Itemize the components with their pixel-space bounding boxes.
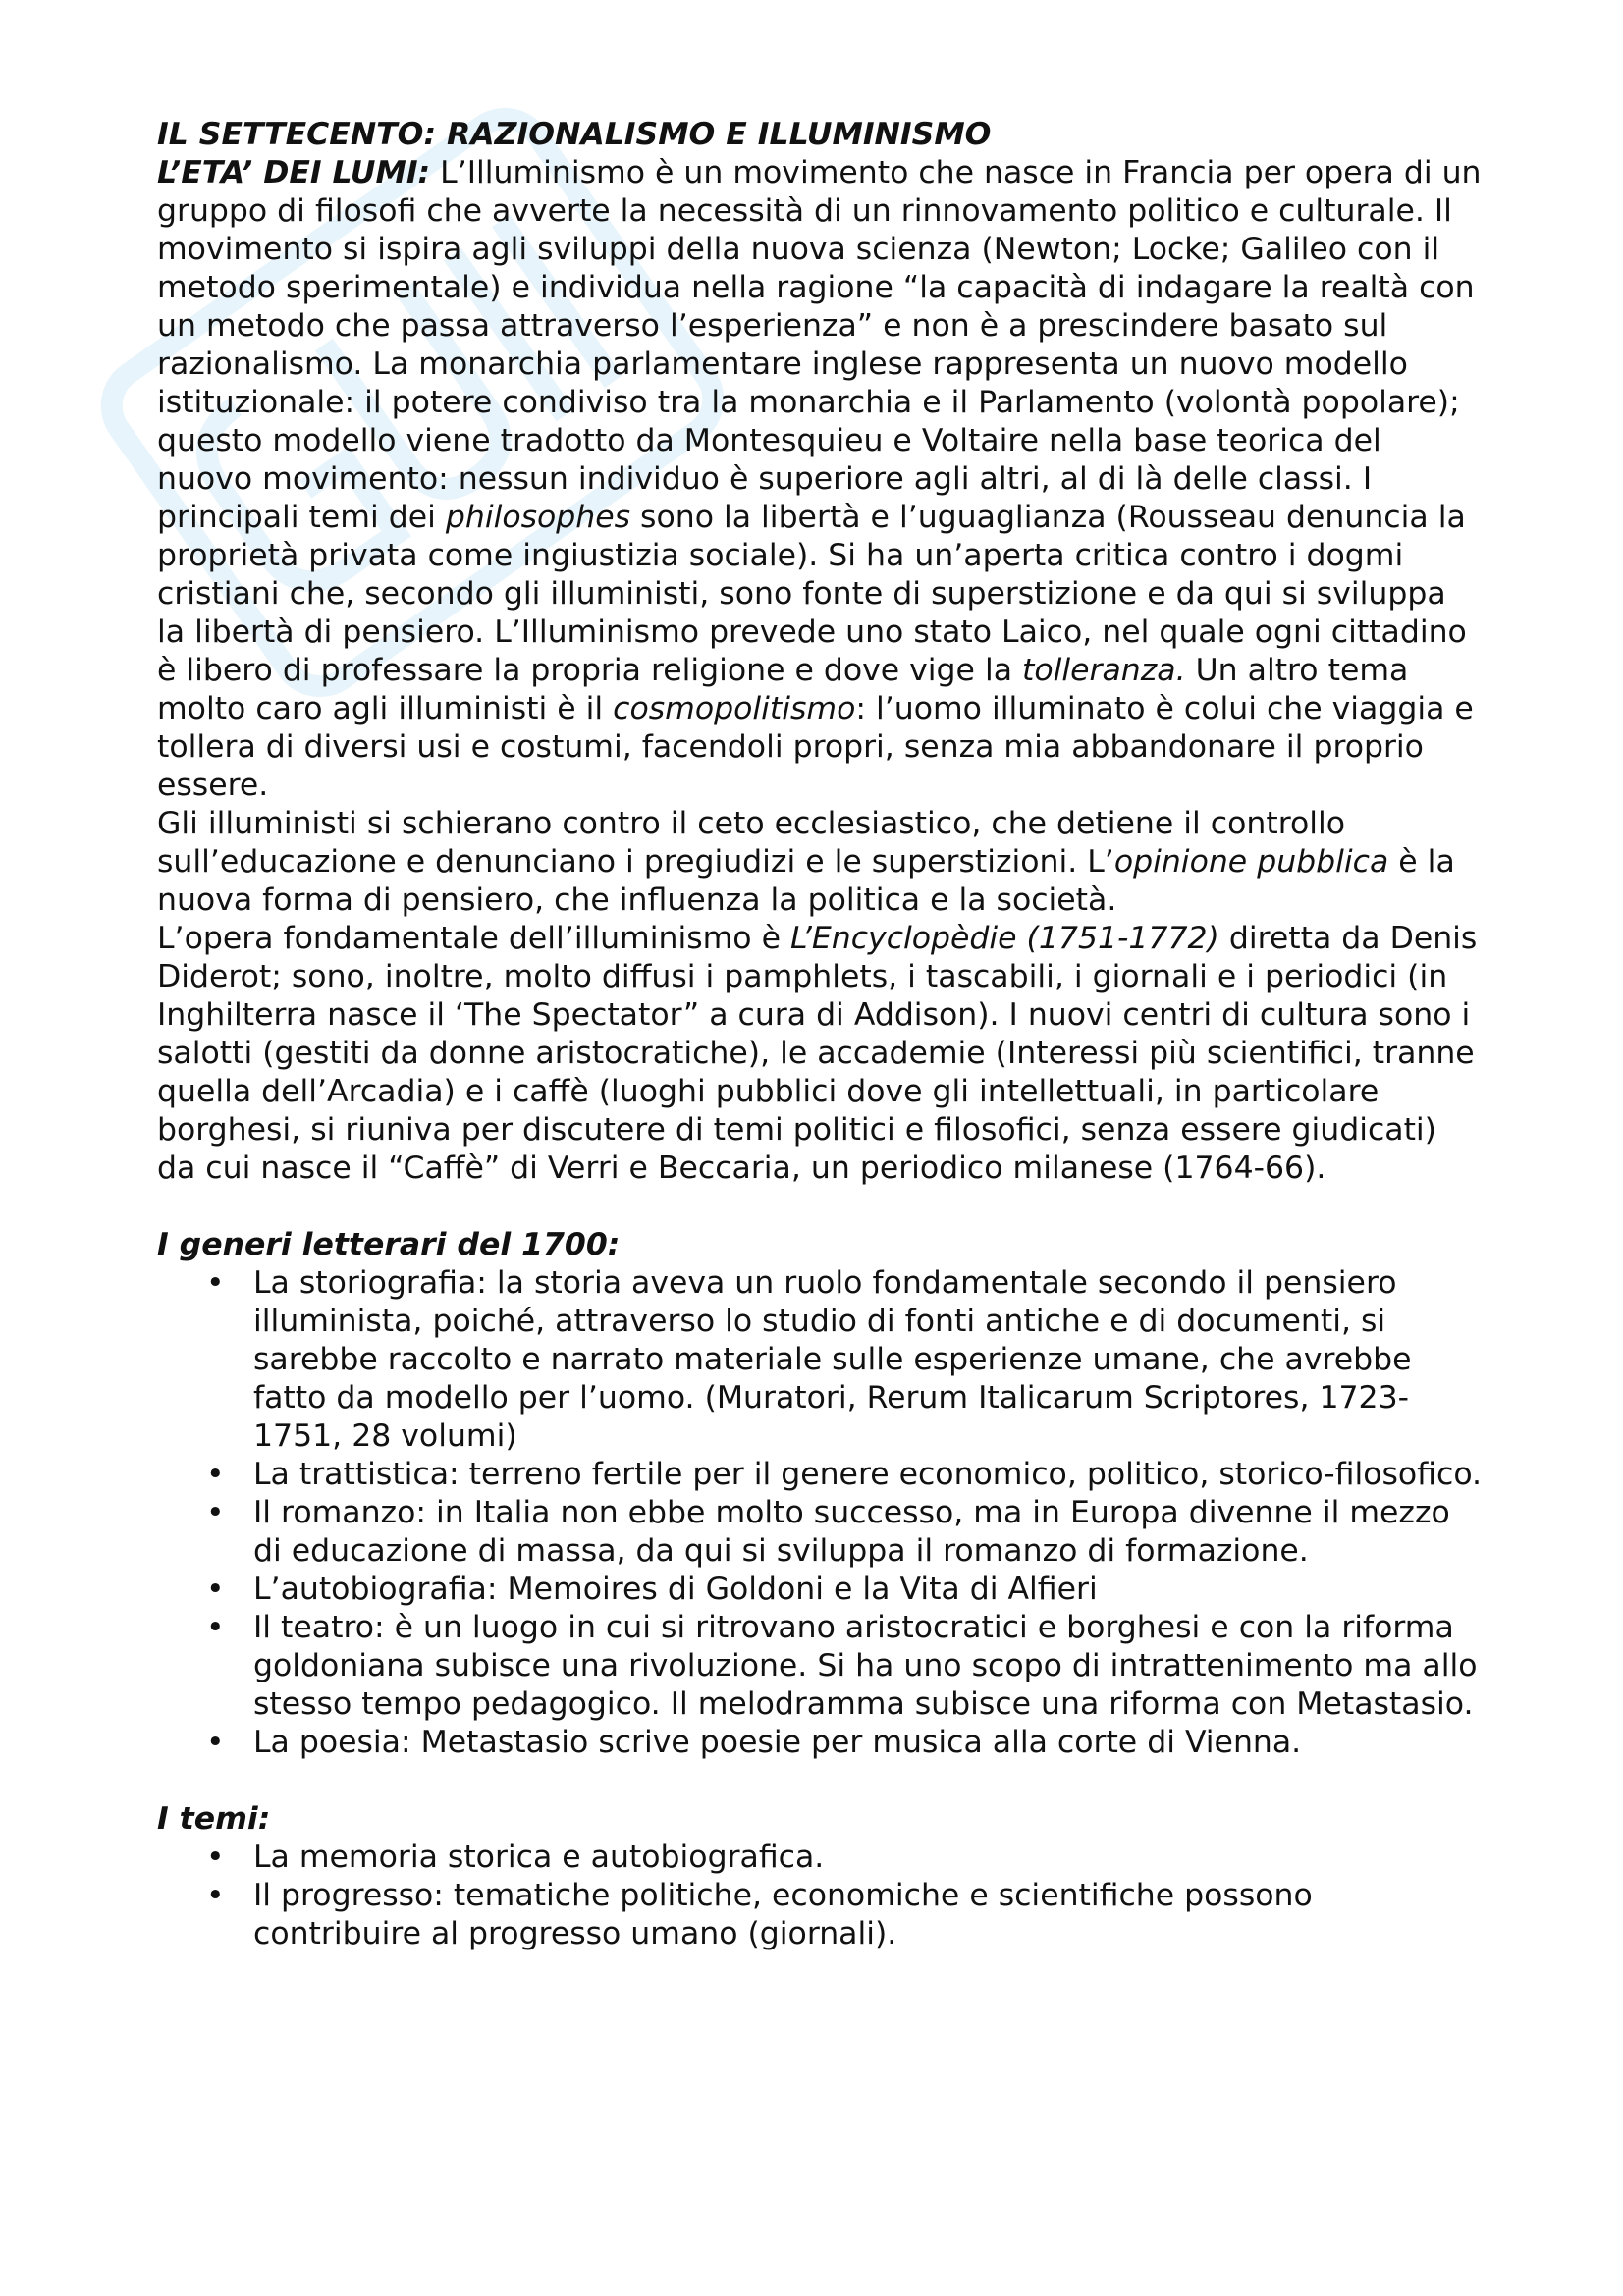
page-title: IL SETTECENTO: RAZIONALISMO E ILLUMINISMO [157, 117, 992, 152]
list-item: • L’autobiografia: Memoires di Goldoni e la Vita di Alfieri [253, 1571, 1483, 1609]
list-item: • Il teatro: è un luogo in cui si ritrovano aristocratici e borghesi e con la riforma goldoniana subisce una rivoluzione. Si ha uno scopo di intrattenimento ma allo stesso tempo pedagogico. Il melodramma subisce una riforma con Metastasio. [253, 1609, 1483, 1724]
intro-paragraph-3 [157, 920, 1483, 1188]
temi-list [157, 1839, 1483, 1953]
list-item: • La storiografia: la storia aveva un ruolo fondamentale secondo il pensiero illuminista, poiché, attraverso lo studio di fonti antiche e di documenti, si sarebbe raccolto e narrato materiale sulle esperienze umane, che avrebbe fatto da modello per l’uomo. (Muratori, Rerum Italicarum Scriptores, 1723-1751, 28 volumi) [253, 1264, 1483, 1456]
intro-em-philosophes: philosophes [445, 500, 631, 535]
list-item: • La trattistica: terreno fertile per il genere economico, politico, storico-filosofico. [253, 1456, 1483, 1494]
list-item: • Il progresso: tematiche politiche, economiche e scientifiche possono contribuire al progresso umano (giornali). [253, 1877, 1483, 1953]
intro-text: L’opera fondamentale dell’illuminismo è [157, 921, 790, 956]
intro-em-cosmopolitismo: cosmopolitismo [613, 691, 856, 726]
list-item: • La memoria storica e autobiografica. [253, 1839, 1483, 1877]
intro-text: Un altro tema molto caro agli illuministi è il [157, 653, 1409, 726]
intro-em-tolleranza: tolleranza. [1022, 653, 1186, 688]
intro-em-encyclopedie: L’Encyclopèdie (1751-1772) [789, 921, 1219, 956]
intro-em-opinione: opinione pubblica [1113, 844, 1389, 880]
temi-heading: I temi: [157, 1801, 271, 1837]
intro-lead: L’ETA’ DEI LUMI: [157, 155, 431, 190]
intro-text: Gli illuministi si schierano contro il ceto ecclesiastico, che detiene il controllo sull’educazione e denunciano i pregiudizi e le superstizioni. L’ [157, 806, 1345, 880]
list-item: • La poesia: Metastasio scrive poesie per musica alla corte di Vienna. [253, 1724, 1483, 1762]
intro-text: è la nuova forma di pensiero, che influenza la politica e la società. [157, 844, 1455, 918]
intro-text: L’Illuminismo è un movimento che nasce in Francia per opera di un gruppo di filosofi che avverte la necessità di un rinnovamento politico e culturale. Il movimento si ispira agli sviluppi della nuova scienza (Newton; Locke; Galileo con il metodo sperimentale) e individua nella ragione “la capacità di indagare la realtà con un metodo che passa attraverso l’esperienza” e non è a prescindere basato sul razionalismo. La monarchia parlamentare inglese rappresenta un nuovo modello istituzionale: il potere condiviso tra la monarchia e il Parlamento (volontà popolare); questo modello viene tradotto da Montesquieu e Voltaire nella base teorica del nuovo movimento: nessun individuo è superiore agli altri, al di là delle classi. I principali temi dei [157, 155, 1482, 535]
generi-heading: I generi letterari del 1700: [157, 1227, 621, 1262]
intro-paragraph-2 [157, 805, 1483, 920]
intro-text: : l’uomo illuminato è colui che viaggia e tollera di diversi usi e costumi, facendoli propri, senza mia abbandonare il proprio essere. [157, 691, 1474, 803]
intro-paragraph-1 [157, 154, 1483, 805]
intro-text: sono la libertà e l’uguaglianza (Rousseau denuncia la proprietà privata come ingiustizia sociale). Si ha un’aperta critica contro i dogmi cristiani che, secondo gli illuministi, sono fonte di superstizione e da qui si sviluppa la libertà di pensiero. L’Illuminismo prevede uno stato Laico, nel quale ogni cittadino è libero di professare la propria religione e dove vige la [157, 500, 1467, 688]
generi-list [157, 1264, 1483, 1762]
document-page [157, 116, 1483, 1953]
intro-text: diretta da Denis Diderot; sono, inoltre, molto diffusi i pamphlets, i tascabili, i giornali e i periodici (in Inghilterra nasce il ‘The Spectator” a cura di Addison). I nuovi centri di cultura sono i salotti (gestiti da donne aristocratiche), le accademie (Interessi più scientifici, tranne quella dell’Arcadia) e i caffè (luoghi pubblici dove gli intellettuali, in particolare borghesi, si riuniva per discutere di temi politici e filosofici, senza essere giudicati) da cui nasce il “Caffè” di Verri e Beccaria, un periodico milanese (1764-66). [157, 921, 1478, 1186]
list-item: • Il romanzo: in Italia non ebbe molto successo, ma in Europa divenne il mezzo di educazione di massa, da qui si sviluppa il romanzo di formazione. [253, 1494, 1483, 1571]
